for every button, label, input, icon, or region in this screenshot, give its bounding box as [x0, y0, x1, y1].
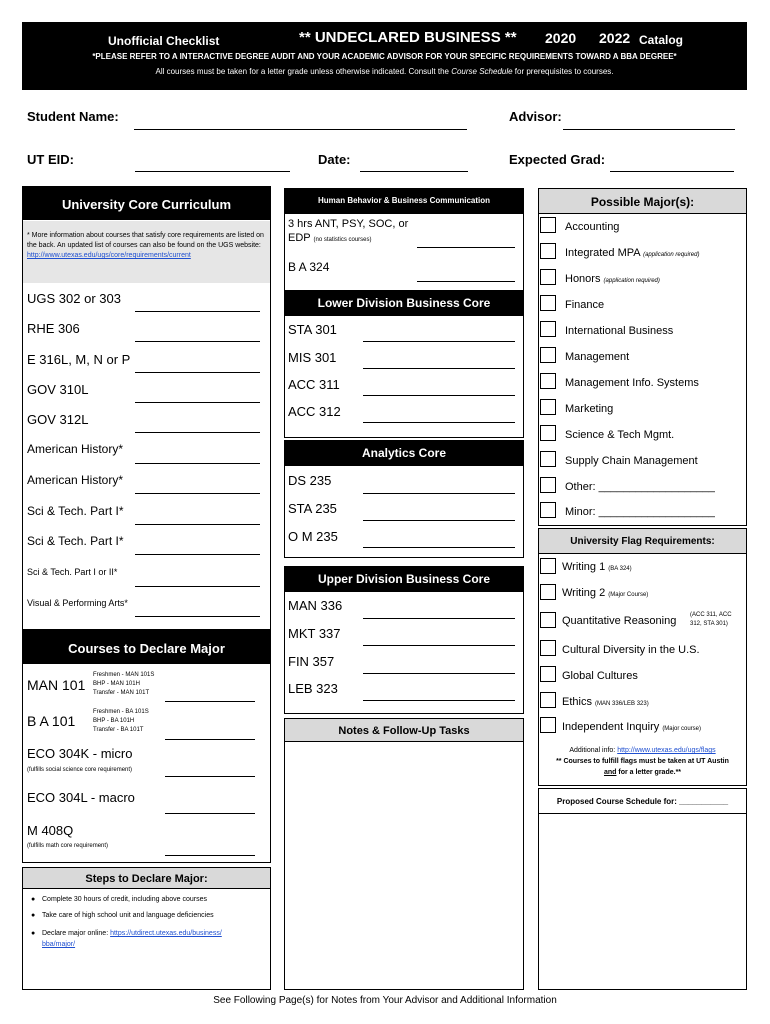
major-checkbox[interactable] [540, 425, 556, 441]
core-course: Sci & Tech. Part I* [27, 534, 124, 548]
upper-course: FIN 357 [288, 654, 335, 669]
header-instruction: All courses must be taken for a letter grade unless otherwise indicated. Consult the Course Schedule for prerequisites to courses. [155, 67, 614, 76]
major-checkbox[interactable] [540, 399, 556, 415]
analytics-course-line[interactable] [363, 480, 515, 494]
core-course: GOV 312L [27, 412, 89, 427]
upper-course-line[interactable] [363, 687, 515, 701]
ba324-label: B A 324 [288, 260, 330, 274]
flag-item: Global Cultures [562, 670, 638, 682]
major-item: Marketing [565, 403, 614, 415]
hbbc-course: 3 hrs ANT, PSY, SOC, or [288, 218, 409, 230]
upper-course-line[interactable] [363, 660, 515, 674]
step-item: ● Complete 30 hours of credit, including above courses [42, 896, 207, 903]
man101-line[interactable] [165, 688, 255, 702]
core-course-line[interactable] [135, 328, 260, 342]
notes-box[interactable] [284, 718, 524, 990]
core-course: GOV 310L [27, 382, 89, 397]
core-course-line[interactable] [135, 541, 260, 555]
year-start: 2020 [545, 30, 577, 46]
ut-eid-field[interactable] [135, 158, 290, 172]
core-course-line[interactable] [135, 603, 260, 617]
core-course-line[interactable] [135, 359, 260, 373]
core-title: University Core Curriculum [22, 186, 271, 220]
core-course: Visual & Performing Arts* [27, 598, 128, 608]
schedule-box[interactable] [538, 788, 747, 990]
ugs-core-link[interactable]: http://www.utexas.edu/ugs/core/requirements/current [27, 252, 191, 259]
lower-course-line[interactable] [363, 355, 515, 369]
upper-course: LEB 323 [288, 681, 338, 696]
core-course-line[interactable] [135, 450, 260, 464]
upper-course-line[interactable] [363, 605, 515, 619]
analytics-course: STA 235 [288, 501, 337, 516]
core-course-line[interactable] [135, 511, 260, 525]
core-course: E 316L, M, N or P [27, 352, 131, 367]
advisor-label: Advisor: [509, 109, 562, 124]
analytics-title: Analytics Core [284, 440, 524, 466]
flag-checkbox[interactable] [540, 612, 556, 628]
major-checkbox[interactable] [540, 502, 556, 518]
flags-title: University Flag Requirements: [538, 528, 747, 554]
flag-checkbox[interactable] [540, 584, 556, 600]
major-checkbox[interactable] [540, 451, 556, 467]
core-note: * More information about courses that satisfy core requirements are listed on the back. An updated list of courses can also be found on the UGS website: http://www.utexas.edu/ugs/core/requirements/current [27, 232, 264, 259]
date-field[interactable] [360, 158, 468, 172]
upper-title: Upper Division Business Core [284, 566, 524, 592]
footer-note: See Following Page(s) for Notes from Your Advisor and Additional Information [213, 995, 557, 1006]
m408q-line[interactable] [165, 842, 255, 856]
major-checkbox[interactable] [540, 295, 556, 311]
flag-checkbox[interactable] [540, 666, 556, 682]
flag-item: Independent Inquiry (Major course) [562, 721, 701, 733]
flag-checkbox[interactable] [540, 558, 556, 574]
core-course-line[interactable] [135, 480, 260, 494]
major-item: Honors (application required) [565, 273, 660, 285]
flag-checkbox[interactable] [540, 692, 556, 708]
analytics-course-line[interactable] [363, 507, 515, 521]
notes-title: Notes & Follow-Up Tasks [284, 718, 524, 742]
major-checkbox[interactable] [540, 373, 556, 389]
core-course: Sci & Tech. Part I* [27, 504, 124, 518]
hbbc-line[interactable] [417, 234, 515, 248]
core-course-line[interactable] [135, 419, 260, 433]
m408q-label: M 408Q [27, 823, 74, 838]
date-label: Date: [318, 152, 351, 167]
core-course: RHE 306 [27, 321, 80, 336]
expected-grad-field[interactable] [610, 158, 734, 172]
major-item: Finance [565, 299, 605, 311]
ba324-line[interactable] [417, 268, 515, 282]
major-checkbox[interactable] [540, 217, 556, 233]
analytics-course: DS 235 [288, 473, 332, 488]
upper-course: MAN 336 [288, 598, 343, 613]
core-course-line[interactable] [135, 298, 260, 312]
student-name-field[interactable] [134, 116, 467, 130]
m408q-note: (fulfills math core requirement) [27, 843, 109, 849]
flag-item: Cultural Diversity in the U.S. [562, 644, 700, 656]
major-checkbox[interactable] [540, 477, 556, 493]
step-item: ● Declare major online: https://utdirect.utexas.edu/business/ bba/major/ [42, 928, 222, 950]
flag-item: Writing 2 (Major Course) [562, 587, 649, 599]
core-course: American History* [27, 473, 124, 487]
major-item: Supply Chain Management [565, 455, 698, 467]
steps-title: Steps to Declare Major: [22, 867, 271, 889]
upper-course: MKT 337 [288, 626, 341, 641]
ba101-label: B A 101 [27, 713, 76, 729]
flag-item: Writing 1 (BA 324) [562, 561, 632, 573]
advisor-field[interactable] [563, 116, 735, 130]
declare-title: Courses to Declare Major [22, 630, 271, 664]
declare-major-link[interactable]: https://utdirect.utexas.edu/business/ [110, 930, 222, 937]
declare-major-link-cont[interactable]: bba/major/ [42, 941, 76, 948]
major-item: Science & Tech Mgmt. [565, 429, 675, 441]
eco304l-line[interactable] [165, 800, 255, 814]
flags-link[interactable]: http://www.utexas.edu/ugs/flags [617, 747, 716, 754]
man101-notes: Freshmen - MAN 101S BHP - MAN 101H Transfer - MAN 101T [93, 672, 155, 696]
flags-additional-info: Additional info: http://www.utexas.edu/ugs/flags ** Courses to fulfill flags must be taken at UT Austin and for a letter grade.** [556, 747, 729, 776]
lower-course: MIS 301 [288, 350, 337, 365]
lower-title: Lower Division Business Core [284, 290, 524, 316]
major-checkbox[interactable] [540, 269, 556, 285]
hbbc-title: Human Behavior & Business Communication [284, 188, 524, 214]
major-item: Accounting [565, 221, 620, 233]
expected-grad-label: Expected Grad: [509, 152, 606, 167]
header-notice: *PLEASE REFER TO A INTERACTIVE DEGREE AUDIT AND YOUR ACADEMIC ADVISOR FOR YOUR SPECIFIC REQUIREMENTS TOWARD A BBA DEGREE* [92, 52, 677, 61]
upper-course-line[interactable] [363, 632, 515, 646]
core-course: Sci & Tech. Part I or II* [27, 567, 118, 577]
step-item: ● Take care of high school unit and language deficiencies [42, 912, 214, 919]
eco304k-line[interactable] [165, 763, 255, 777]
lower-course: STA 301 [288, 322, 337, 337]
analytics-course: O M 235 [288, 529, 338, 544]
catalog-label: Catalog [639, 33, 684, 47]
man101-label: MAN 101 [27, 677, 86, 693]
ut-eid-label: UT EID: [27, 152, 74, 167]
lower-course-line[interactable] [363, 409, 515, 423]
eco304l-label: ECO 304L - macro [27, 790, 135, 805]
major-item: International Business [565, 325, 674, 337]
flag-checkbox[interactable] [540, 717, 556, 733]
major-checkbox[interactable] [540, 347, 556, 363]
majors-title: Possible Major(s): [538, 188, 747, 214]
analytics-course-line[interactable] [363, 534, 515, 548]
core-course: UGS 302 or 303 [27, 291, 121, 306]
page-title: ** UNDECLARED BUSINESS ** [299, 29, 517, 46]
core-course: American History* [27, 442, 124, 456]
major-item: Management [565, 351, 630, 363]
flag-item: Ethics (MAN 336/LEB 323) [562, 696, 649, 708]
core-course-line[interactable] [135, 573, 260, 587]
unofficial-label: Unofficial Checklist [108, 34, 220, 48]
schedule-title: Proposed Course Schedule for: ___________ [538, 788, 747, 814]
flag-checkbox[interactable] [540, 640, 556, 656]
major-checkbox[interactable] [540, 243, 556, 259]
ba101-line[interactable] [165, 726, 255, 740]
major-item: Minor: ___________________ [565, 506, 715, 518]
qr-note: (ACC 311, ACC 312, STA 301) [690, 612, 732, 627]
eco304k-label: ECO 304K - micro [27, 746, 133, 761]
lower-course: ACC 312 [288, 404, 341, 419]
major-item: Integrated MPA (application required) [565, 247, 700, 259]
major-item: Other: ___________________ [565, 481, 715, 493]
eco304k-note: (fulfills social science core requirement) [27, 767, 133, 773]
hbbc-course-cont: EDP (no statistics courses) [288, 232, 372, 244]
lower-course: ACC 311 [288, 377, 340, 392]
major-checkbox[interactable] [540, 321, 556, 337]
core-course-line[interactable] [135, 389, 260, 403]
header-banner [22, 22, 747, 90]
major-item: Management Info. Systems [565, 377, 699, 389]
lower-course-line[interactable] [363, 382, 515, 396]
year-end: 2022 [599, 30, 631, 46]
flag-item: Quantitative Reasoning [562, 615, 677, 627]
ba101-notes: Freshmen - BA 101S BHP - BA 101H Transfer - BA 101T [93, 709, 149, 733]
student-name-label: Student Name: [27, 109, 119, 124]
lower-course-line[interactable] [363, 328, 515, 342]
